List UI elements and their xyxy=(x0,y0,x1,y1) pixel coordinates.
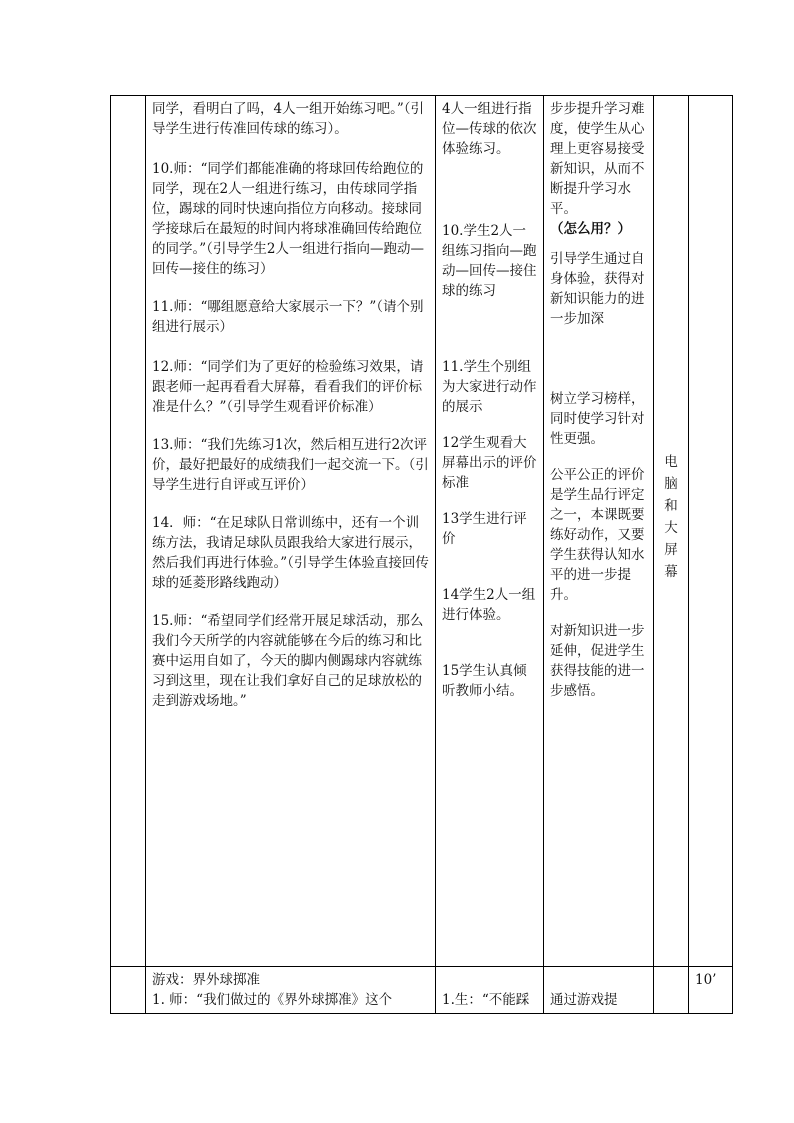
lesson-plan-table xyxy=(110,95,733,1014)
main-activity-row xyxy=(111,96,733,967)
teacher-step-14: 14．师：“在足球队日常训练中，还有一个训练方法，我请足球队员跟我给大家进行展示，然后我们再进行体验。”（引导学生体验直接回传球的延菱形路线跑动） xyxy=(152,515,429,591)
design-intent-cell xyxy=(544,96,654,967)
game-teacher-cell xyxy=(146,967,436,1014)
student-step-15: 15学生认真倾听教师小结。 xyxy=(442,663,527,699)
game-time-cell xyxy=(689,967,733,1014)
intent-1: 步步提升学习难度，使学生从心理上更容易接受新知识，从而不断提升学习水平。 xyxy=(550,101,645,217)
student-step-12: 12学生观看大屏幕出示的评价标准 xyxy=(442,435,537,491)
teacher-activity-cell xyxy=(146,96,436,967)
teacher-step-10: 10.师：“同学们都能准确的将球回传给跑位的同学，现在2人一组进行练习，由传球同学指位，踢球的同时快速向指位方向移动。接球同学接球后在最短的时间内将球准确回传给跑位的同学。”（引导学生2人一组进行指向—跑动—回传—接住的练习） xyxy=(152,161,424,277)
game-row xyxy=(111,967,733,1014)
media-char-3: 和 xyxy=(664,498,678,514)
game-intent-cell xyxy=(544,967,654,1014)
time-cell xyxy=(689,96,733,967)
intent-question: （怎么用？） xyxy=(550,221,631,237)
game-intent-line: 通过游戏提 xyxy=(550,992,618,1008)
intent-4: 公平公正的评价是学生品行评定之一，本课既要练好动作，又要学生获得认知水平的进一步提升。 xyxy=(550,467,645,603)
teacher-step-15: 15.师：“希望同学们经常开展足球活动，那么我们今天所学的内容就能够在今后的练习和比赛中运用自如了，今天的脚内侧踢球内容就练习到这里，现在让我们拿好自己的足球放松的走到游戏场地。” xyxy=(152,613,424,709)
media-cell xyxy=(654,96,689,967)
intent-3: 树立学习榜样，同时使学习针对性更强。 xyxy=(550,391,645,447)
student-step-14: 14学生2人一组进行体验。 xyxy=(442,587,536,623)
student-step-10: 10.学生2人一组练习指向—跑动—回传—接住球的练习 xyxy=(442,223,537,299)
game-student-line: 1.生：“不能踩 xyxy=(442,992,530,1008)
intent-5: 对新知识进一步延伸，促进学生获得技能的进一步感悟。 xyxy=(550,623,645,699)
stage-cell xyxy=(111,96,146,967)
teacher-step-9: 同学，看明白了吗，4人一组开始练习吧。”（引导学生进行传准回传球的练习）。 xyxy=(152,101,424,137)
game-student-cell xyxy=(436,967,544,1014)
teacher-step-12: 12.师：“同学们为了更好的检验练习效果，请跟老师一起再看看大屏幕，看看我们的评价标准是什么？”（引导学生观看评价标准） xyxy=(152,359,424,415)
student-step-9: 4人一组进行指位—传球的依次体验练习。 xyxy=(442,101,537,157)
intent-2: 引导学生通过自身体验，获得对新知识能力的进一步加深 xyxy=(550,251,645,327)
student-activity-cell xyxy=(436,96,544,967)
game-media-cell xyxy=(654,967,689,1014)
media-char-2: 脑 xyxy=(664,476,678,492)
game-teacher-line: 1. 师：“我们做过的《界外球掷准》这个 xyxy=(152,992,393,1008)
game-title: 游戏：界外球掷准 xyxy=(152,972,260,988)
teacher-step-13: 13.师：“我们先练习1次，然后相互进行2次评价，最好把最好的成绩我们一起交流一下。（引导学生进行自评或互评价） xyxy=(152,437,429,493)
game-time: 10’ xyxy=(695,972,717,988)
student-step-11: 11.学生个别组为大家进行动作的展示 xyxy=(442,359,537,415)
media-char-6: 幕 xyxy=(664,564,678,580)
media-char-4: 大 xyxy=(664,520,678,536)
teacher-step-11: 11.师：“哪组愿意给大家展示一下？”（请个别组进行展示） xyxy=(152,299,424,335)
student-step-13: 13学生进行评价 xyxy=(442,511,527,547)
media-char-1: 电 xyxy=(664,454,678,470)
game-stage-cell xyxy=(111,967,146,1014)
media-char-5: 屏 xyxy=(664,542,678,558)
